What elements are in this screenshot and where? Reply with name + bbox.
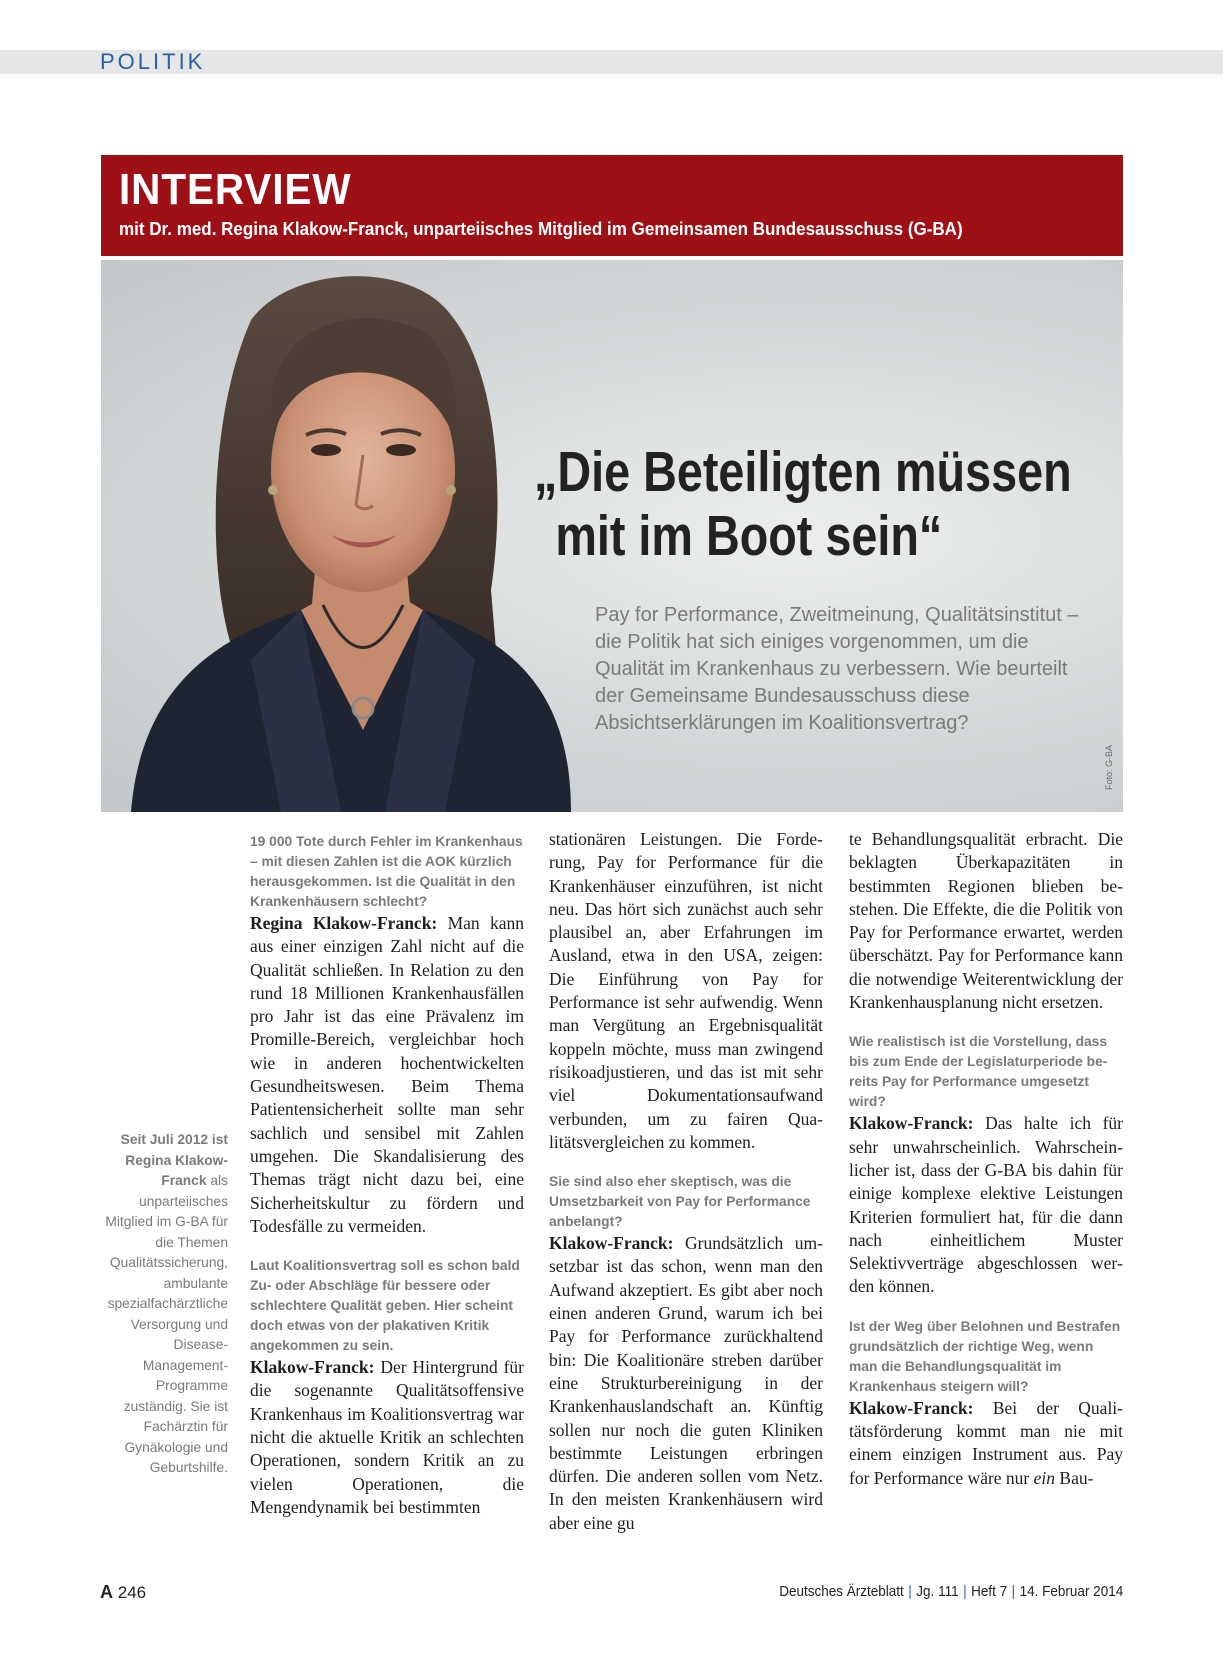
headline-line-1: „Die Beteiligten müssen [534,440,1072,504]
speaker: Regina Klakow-Franck: [250,913,438,933]
text-column-1 [250,832,524,1519]
answer [250,912,524,1238]
headline [534,440,1072,568]
speaker: Klakow-Franck: [849,1113,974,1134]
answer-text: Das halte ich für sehr unwahrscheinlich. Wahrscheinlicher ist, dass der G-BA bis dahin für einige komplexe elektive Leistungen Kriterien formuliert hat, für die dann nach einheitlichem Muster Selektivverträge abgeschlossen werden können. [849,1113,1123,1297]
question: Wie realistisch ist die Vorstellung, dass bis zum Ende der Legislaturperiode bereits Pay for Performance umgesetzt wird? [849,1034,1108,1110]
answer [549,1232,823,1535]
interview-subtitle: mit Dr. med. Regina Klakow-Franck, unparteiisches Mitglied im Gemeinsamen Bundesausschuss (G-BA) [119,218,963,239]
answer [849,1112,1123,1298]
speaker: Klakow-Franck: [250,1357,375,1378]
speaker: Klakow-Franck: [549,1233,674,1254]
headline-line-2: mit im Boot sein“ [555,504,943,568]
interview-banner [101,155,1123,256]
question: Ist der Weg über Belohnen und Bestrafen grundsätzlich der richtige Weg, wenn man die Behandlungsqualität im Krankenhaus steigern will? [849,1318,1121,1394]
answer-text: Der Hintergrund für die sogenannte Qualitätsoffensive Krankenhaus im Koalitionsvertrag war nicht die aktuelle Kritik an schlechten Operationen, sondern Kritik an zu vielen Operationen, die Mengendynamik bei bestimmten [250,1357,524,1517]
question: Sie sind also eher skeptisch, was die Umsetzbarkeit von Pay for Performance anbelangt? [549,1174,811,1230]
hero-photo [101,260,1123,812]
answer-text-end: Bau- [1055,1467,1094,1488]
sidebar-bold-intro: Seit Juli 2012 ist Regina Klakow-Franck [120,1132,228,1188]
text-column-3 [849,828,1123,1490]
question: Laut Koalitionsvertrag soll es schon bald Zu- oder Abschläge für bessere oder schlechtere Qualität geben. Hier scheint doch etwas von der plakativen Kritik angekommen zu sein. [250,1258,520,1354]
author-sidebar [96,1130,228,1479]
answer [250,1356,524,1519]
interview-title: INTERVIEW [119,165,352,214]
answer [849,1397,1123,1490]
journal-name: Deutsches Ärzteblatt [779,1583,904,1600]
section-label: POLITIK [100,49,206,74]
journal-date: 14. Februar 2014 [1019,1583,1123,1600]
page-number [100,1582,146,1603]
page-number-value: 246 [117,1583,147,1602]
answer-emphasis: ein [1033,1467,1056,1488]
page-prefix: A [100,1582,113,1602]
photo-credit: Foto: G-BA [1104,744,1114,790]
lead-paragraph: Pay for Performance, Zweitmeinung, Qualitätsinstitut – die Politik hat sich einiges vorgenommen, um die Qualität im Krankenhaus zu verbessern. Wie beurteilt der Gemeinsame Bundesausschuss diese Absichtserklärungen im Koalitionsvertrag? [595,604,1079,734]
answer-text: Man kann aus einer einzigen Zahl nicht auf die Qualität schließen. In Relation zu den rund 18 Millionen Krankenhausfällen pro Jahr ist das eine Prävalenz im Promille-Bereich, vergleichbar hoch wie in anderen hochentwickelten Gesundheitswesen. Beim Thema Patientensicherheit sollte man sehr sachlich und sensibel mit Zahlen umgehen. Die Skandalisierung des Themas trägt nicht dazu bei, eine Sicherheitskultur zu fördern und Todesfälle zu vermeiden. [250,913,524,1236]
sidebar-text: als unparteiisches Mitglied im G-BA für die Themen Qualitätssicherung, ambulante spezialfachärztliche Versorgung und Disease-Management-Programme zuständig. Sie ist Fachärztin für Gynäkologie und Geburtshilfe. [105,1173,228,1475]
journal-issue: Heft 7 [970,1583,1007,1600]
answer-continued: stationären Leistungen. Die Forderung, Pay for Performance für die Krankenhäuser einzuführen, ist nicht neu. Das hört sich zunächst auch sehr plausibel an, aber Erfahrungen im Ausland, etwa in den USA, zeigen: Die Einführung von Pay for Performance ist sehr aufwendig. Wenn man Vergütung an Ergebnisqualität koppeln möchte, muss man zwingend risikoadjustieren, und das ist mit sehr viel Dokumentationsaufwand verbunden, um zu fairen Qualitätsvergleichen zu kommen. [549,829,823,1152]
answer-text: Grundsätzlich umsetzbar ist das schon, wenn man den Aufwand akzeptiert. Es gibt aber noch einen anderen Grund, warum ich bei Pay for Performance zurückhaltend bin: Die Koalitionäre streben darüber eine Strukturbereinigung in der Krankenhauslandschaft an. Künftig sollen nur noch die guten Kliniken bestimmte Leistungen erbringen dürfen. Die anderen sollen vom Netz. In den meisten Krankenhäusern wird aber eine gu [549,1233,823,1533]
text-column-2 [549,828,823,1535]
answer-text: Bei der Qualitätsförderung kommt man nie mit einem einzigen Instrument aus. Pay for Performance wäre nur [849,1397,1123,1488]
answer-continued: te Behandlungsqualität erbracht. Die beklagten Überkapazitäten in bestimmten Regionen blieben bestehen. Die Effekte, die die Politik von Pay for Performance erwartet, werden überschätzt. Pay for Performance kann die notwendige Weiterentwicklung der Krankenhausplanung nicht ersetzen. [849,829,1123,1013]
question: 19 000 Tote durch Fehler im Krankenhaus – mit diesen Zahlen ist die AOK kürzlich herausgekommen. Ist die Qualität in den Krankenhäusern schlecht? [250,834,523,909]
journal-footer: Deutsches Ärzteblatt | Jg. 111 | Heft 7 | 14. Februar 2014 [779,1583,1123,1600]
speaker: Klakow-Franck: [849,1397,974,1418]
journal-volume: Jg. 111 [916,1583,959,1600]
